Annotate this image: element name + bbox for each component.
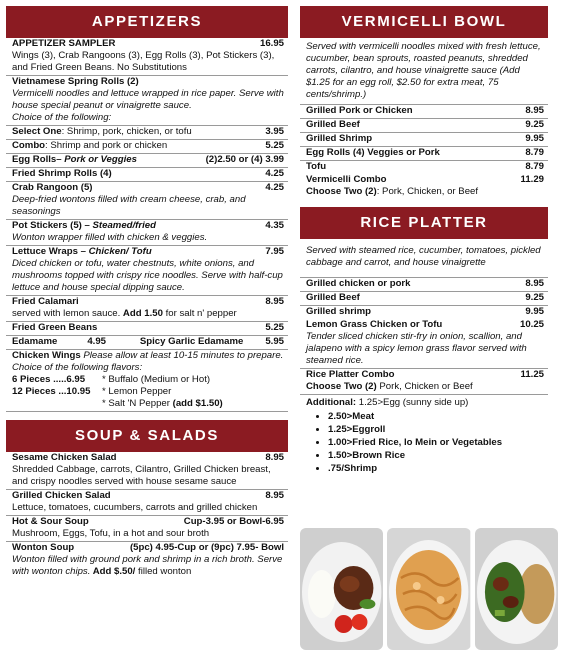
item-desc: Wonton wrapper filled with chicken & veggies. <box>12 232 208 243</box>
menu-item-rice-combo <box>300 369 548 395</box>
menu-item-hot-sour-soup <box>6 516 288 542</box>
item-price: 9.95 <box>525 133 544 144</box>
wings-options <box>12 374 223 410</box>
food-photo-noodles <box>387 528 470 650</box>
item-desc: : Shrimp and pork or chicken <box>45 140 168 151</box>
item-name: Wonton Soup <box>12 542 75 553</box>
vermicelli-item <box>300 105 548 119</box>
food-photos <box>300 528 558 650</box>
item-price: 8.95 <box>265 452 284 463</box>
item-desc: : Shrimp, pork, chicken, or tofu <box>61 126 192 137</box>
item-price: 5.25 <box>265 322 284 333</box>
item-desc: Vermicelli noodles and lettuce wrapped in rice paper. Serve with house special peanut or vinaigrette sauce. <box>12 88 284 111</box>
item-name: Chicken Wings <box>12 350 81 361</box>
wings-flavor: * Lemon Pepper <box>102 386 172 397</box>
vermicelli-item <box>300 147 548 161</box>
item-desc: Lettuce, tomatoes, cucumbers, carrots and grilled chicken <box>12 502 258 513</box>
menu-item-spring-rolls <box>6 76 288 126</box>
item-name: Egg Rolls (4) Veggies or Pork <box>306 147 440 158</box>
menu-item-select-one <box>6 126 288 140</box>
item-name: Grilled chicken or pork <box>306 278 411 289</box>
menu-item-fried-calamari <box>6 296 288 322</box>
item-price: 8.95 <box>265 490 284 501</box>
menu-item-sesame-chicken-salad <box>6 452 288 490</box>
item-name: Spicy Garlic Edamame <box>139 336 244 347</box>
menu-item-fried-shrimp-rolls <box>6 168 288 182</box>
appetizers-banner: APPETIZERS <box>6 6 288 38</box>
additional-label: Additional: <box>306 397 359 408</box>
item-price: 8.95 <box>525 105 544 116</box>
wings-price: .....6.95 <box>53 374 86 385</box>
item-desc: Diced chicken or tofu, water chestnuts, white onions, and mushrooms topped with crispy rice noodles. Serve with half-cup lettuce and house special dipping sauce. <box>12 258 283 293</box>
item-price: 3.95 <box>265 126 284 137</box>
wings-price: ...10.95 <box>58 386 91 397</box>
additional-item: • .75/Shrimp <box>328 462 544 475</box>
item-name: Combo <box>12 140 46 151</box>
item-price: 16.95 <box>259 38 284 49</box>
item-name: APPETIZER SAMPLER <box>12 38 116 49</box>
menu-item-chicken-wings <box>6 350 288 412</box>
item-name: Grilled Chicken Salad <box>12 490 111 501</box>
wings-size: 12 Pieces <box>12 386 56 397</box>
item-name: Fried Shrimp Rolls (4) <box>12 168 112 179</box>
menu-item-fried-green-beans <box>6 322 288 336</box>
item-desc: Shredded Cabbage, carrots, Cilantro, Grilled Chicken breast, and crispy noodles served with house sesame sauce <box>12 464 271 487</box>
item-name: Grilled Beef <box>306 292 360 303</box>
item-choice: Choice of the following: <box>12 112 112 123</box>
additional-first: 1.25>Egg (sunny side up) <box>358 397 469 408</box>
vermicelli-banner: VERMICELLI BOWL <box>300 6 548 38</box>
item-choose: Choose Two (2) <box>306 381 377 392</box>
item-price: 8.79 <box>525 161 544 172</box>
item-style: – Chicken/ Tofu <box>77 246 152 257</box>
item-price: 4.95 <box>87 336 107 347</box>
item-add: Add 1.50 <box>122 308 163 319</box>
item-price: 4.35 <box>265 220 284 231</box>
item-price: (2)2.50 or (4) 3.99 <box>205 154 284 165</box>
vermicelli-item <box>300 133 548 147</box>
item-name: Select One <box>12 126 62 137</box>
item-name: Vietnamese Spring Rolls (2) <box>12 76 139 87</box>
right-column <box>300 6 548 475</box>
item-add-rest: for salt n' pepper <box>162 308 237 319</box>
item-name: Lemon Grass Chicken or Tofu <box>306 319 443 330</box>
rice-item <box>300 278 548 292</box>
item-price: 5.95 <box>265 336 284 347</box>
item-name: Egg Rolls <box>12 154 57 165</box>
item-name: Edamame <box>12 336 58 347</box>
item-price: Cup-3.95 or Bowl-6.95 <box>183 516 284 527</box>
rice-list <box>300 278 548 319</box>
item-name: Sesame Chicken Salad <box>12 452 117 463</box>
item-name: Grilled Beef <box>306 119 360 130</box>
menu-item-lettuce-wraps <box>6 246 288 296</box>
item-name: Tofu <box>306 161 327 172</box>
wings-flavor: * Salt 'N Pepper <box>102 398 173 409</box>
menu-item-edamame <box>6 336 288 350</box>
vermicelli-desc: Served with vermicelli noodles mixed with fresh lettuce, cucumber, bean sprouts, roasted peanuts, shredded carrots, cilantro, and house vinaigrette sauce (Add $1.25 for an egg roll, $2.50 for extra meat, 75 cents/shrimp.) <box>300 38 548 105</box>
item-price: (5pc) 4.95-Cup or (9pc) 7.95- Bowl <box>129 542 284 553</box>
item-price: 8.95 <box>525 278 544 289</box>
menu-item-crab-rangoon <box>6 182 288 220</box>
item-choose-rest: Pork, Chicken or Beef <box>376 381 473 392</box>
menu-item-egg-rolls <box>6 154 288 168</box>
item-price: 4.25 <box>265 168 284 179</box>
item-add: Add $.50/ <box>90 566 136 577</box>
item-name: Vermicelli Combo <box>306 174 387 185</box>
item-price: 9.95 <box>525 306 544 317</box>
item-price: 8.79 <box>525 147 544 158</box>
soup-salads-banner: SOUP & SALADS <box>6 420 288 452</box>
item-desc: Deep-fried wontons filled with cream cheese, crab, and seasonings <box>12 194 246 217</box>
item-desc: Mushroom, Eggs, Tofu, in a hot and sour broth <box>12 528 210 539</box>
food-photo-beef-rice <box>300 528 383 650</box>
additional-item: • 2.50>Meat <box>328 410 544 423</box>
menu-item-appetizer-sampler <box>6 38 288 76</box>
item-name: Crab Rangoon (5) <box>12 182 93 193</box>
item-price: 9.25 <box>525 292 544 303</box>
additional-item: • 1.00>Fried Rice, lo Mein or Vegetables <box>328 436 544 449</box>
item-choose-rest: : Pork, Chicken, or Beef <box>376 186 479 197</box>
rice-item <box>300 292 548 306</box>
item-style: – Steamed/fried <box>81 220 156 231</box>
left-column <box>6 6 288 579</box>
item-desc: Wonton filled with ground pork and shrimp in a rich broth. Serve with wonton chips. <box>12 554 283 577</box>
wings-size: 6 Pieces <box>12 374 51 385</box>
rice-desc: Served with steamed rice, cucumber, tomatoes, pickled cabbage and carrot, and house vinaigrette <box>300 239 548 278</box>
item-price: 9.25 <box>525 119 544 130</box>
menu-item-lemon-grass <box>300 319 548 369</box>
item-name: Grilled shrimp <box>306 306 372 317</box>
item-name: Fried Calamari <box>12 296 79 307</box>
item-style: – Pork or Veggies <box>56 154 137 165</box>
item-price: 11.29 <box>520 174 544 185</box>
item-name: Pot Stickers (5) <box>12 220 82 231</box>
item-name: Rice Platter Combo <box>306 369 395 380</box>
item-price: 5.25 <box>265 140 284 151</box>
item-name: Fried Green Beans <box>12 322 98 333</box>
menu-item-pot-stickers <box>6 220 288 246</box>
item-price: 11.25 <box>520 369 544 380</box>
item-name: Hot & Sour Soup <box>12 516 89 527</box>
additional-list <box>306 410 544 475</box>
item-desc: Please allow at least 10-15 minutes to prepare. Choice of the following flavors: <box>12 350 284 373</box>
item-price: 4.25 <box>265 182 284 193</box>
menu-item-wonton-soup <box>6 542 288 579</box>
vermicelli-list <box>300 105 548 174</box>
vermicelli-item <box>300 119 548 133</box>
item-name: Lettuce Wraps <box>12 246 78 257</box>
item-price: 8.95 <box>265 296 284 307</box>
item-price: 10.25 <box>519 319 544 330</box>
item-desc: served with lemon sauce. <box>12 308 121 319</box>
additional-section <box>300 395 548 475</box>
item-desc: Wings (3), Crab Rangoons (3), Egg Rolls (3), Pot Stickers (3), and Fried Green Beans. No Substitutions <box>12 50 275 73</box>
item-choose: Choose Two (2) <box>306 186 377 197</box>
wings-flavor: * Buffalo (Medium or Hot) <box>102 374 211 385</box>
vermicelli-item <box>300 161 548 174</box>
food-photo-stir-fry <box>475 528 558 650</box>
item-price: 7.95 <box>265 246 284 257</box>
menu-item-combo <box>6 140 288 154</box>
rice-item <box>300 306 548 319</box>
additional-item: • 1.25>Eggroll <box>328 423 544 436</box>
item-add-rest: filled wonton <box>135 566 192 577</box>
menu-item-vermicelli-combo <box>300 174 548 199</box>
wings-flavor-add: (add $1.50) <box>172 398 223 409</box>
menu-item-grilled-chicken-salad <box>6 490 288 516</box>
rice-platter-banner: RICE PLATTER <box>300 207 548 239</box>
item-desc: Tender sliced chicken stir-fry in onion, scallion, and jalapeno with a spicy lemon grass flavor served with steamed rice. <box>306 331 527 366</box>
item-name: Grilled Pork or Chicken <box>306 105 413 116</box>
additional-item: • 1.50>Brown Rice <box>328 449 544 462</box>
item-name: Grilled Shrimp <box>306 133 373 144</box>
